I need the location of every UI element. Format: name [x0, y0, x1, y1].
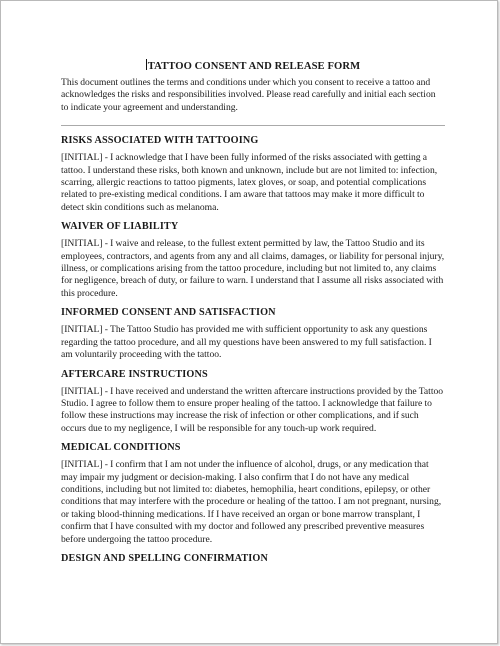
section-aftercare	[61, 369, 445, 436]
section-heading: MEDICAL CONDITIONS	[61, 442, 181, 454]
horizontal-rule	[61, 125, 445, 126]
section-waiver	[61, 221, 445, 300]
section-body: [INITIAL] - The Tattoo Studio has provided me with sufficient opportunity to ask any questions regarding the tattoo procedure, and all my questions have been answered to my full satisfaction. I am voluntarily proceeding with the tattoo.	[61, 324, 432, 361]
text-cursor	[146, 59, 147, 70]
section-body: [INITIAL] - I acknowledge that I have been fully informed of the risks associated with getting a tattoo. I understand these risks, both known and unknown, include but are not limited to: infection, scarring, allergic reactions to tattoo pigments, latex gloves, or soap, and potential complications related to pre-existing medical conditions. I am aware that tattoos may make it more difficult to detect skin conditions such as melanoma.	[61, 152, 438, 213]
section-heading: RISKS ASSOCIATED WITH TATTOOING	[61, 135, 259, 147]
section-heading: INFORMED CONSENT AND SATISFACTION	[61, 307, 276, 319]
document-body[interactable]	[61, 59, 445, 571]
section-body: [INITIAL] - I have received and understand the written aftercare instructions provided by the Tattoo Studio. I agree to follow them to ensure proper healing of the tattoo. I acknowledge that failure to follow these instructions may increase the risk of infection or other complications, and if such occurs due to my negligence, I will be responsible for any touch-up work required.	[61, 385, 444, 434]
section-design-spelling	[61, 553, 445, 564]
section-informed-consent	[61, 307, 445, 361]
document-title	[61, 59, 445, 72]
section-heading: AFTERCARE INSTRUCTIONS	[61, 368, 208, 380]
section-risks	[61, 135, 445, 214]
section-body: [INITIAL] - I confirm that I am not under the influence of alcohol, drugs, or any medication that may impair my judgment or decision-making. I also confirm that I do not have any medical conditions, including but not limited to: diabetes, hemophilia, heart conditions, epilepsy, or other conditions that may interfere with the procedure or healing of the tattoo. I am not pregnant, nursing, or taking blood-thinning medications. If I have received an organ or bone marrow transplant, I confirm that I have consulted with my doctor and followed any prescribed preventive measures before undergoing the tattoo procedure.	[61, 459, 442, 545]
section-body: [INITIAL] - I waive and release, to the fullest extent permitted by law, the Tattoo Studio and its employees, contractors, and agents from any and all claims, damages, or liability for personal injury, illness, or complications arising from the tattoo procedure, including but not limited to, any claims for negligence, breach of duty, or failure to warn. I understand that I assume all risks associated with this procedure.	[61, 238, 445, 299]
intro-paragraph: This document outlines the terms and conditions under which you consent to receive a tattoo and acknowledges the risks and responsibilities involved. Please read carefully and initial each section to indicate your agreement and understanding.	[61, 77, 436, 113]
document-title-text: TATTOO CONSENT AND RELEASE FORM	[147, 61, 361, 72]
section-medical	[61, 442, 445, 546]
section-heading: WAIVER OF LIABILITY	[61, 221, 179, 233]
section-heading: DESIGN AND SPELLING CONFIRMATION	[61, 552, 268, 564]
